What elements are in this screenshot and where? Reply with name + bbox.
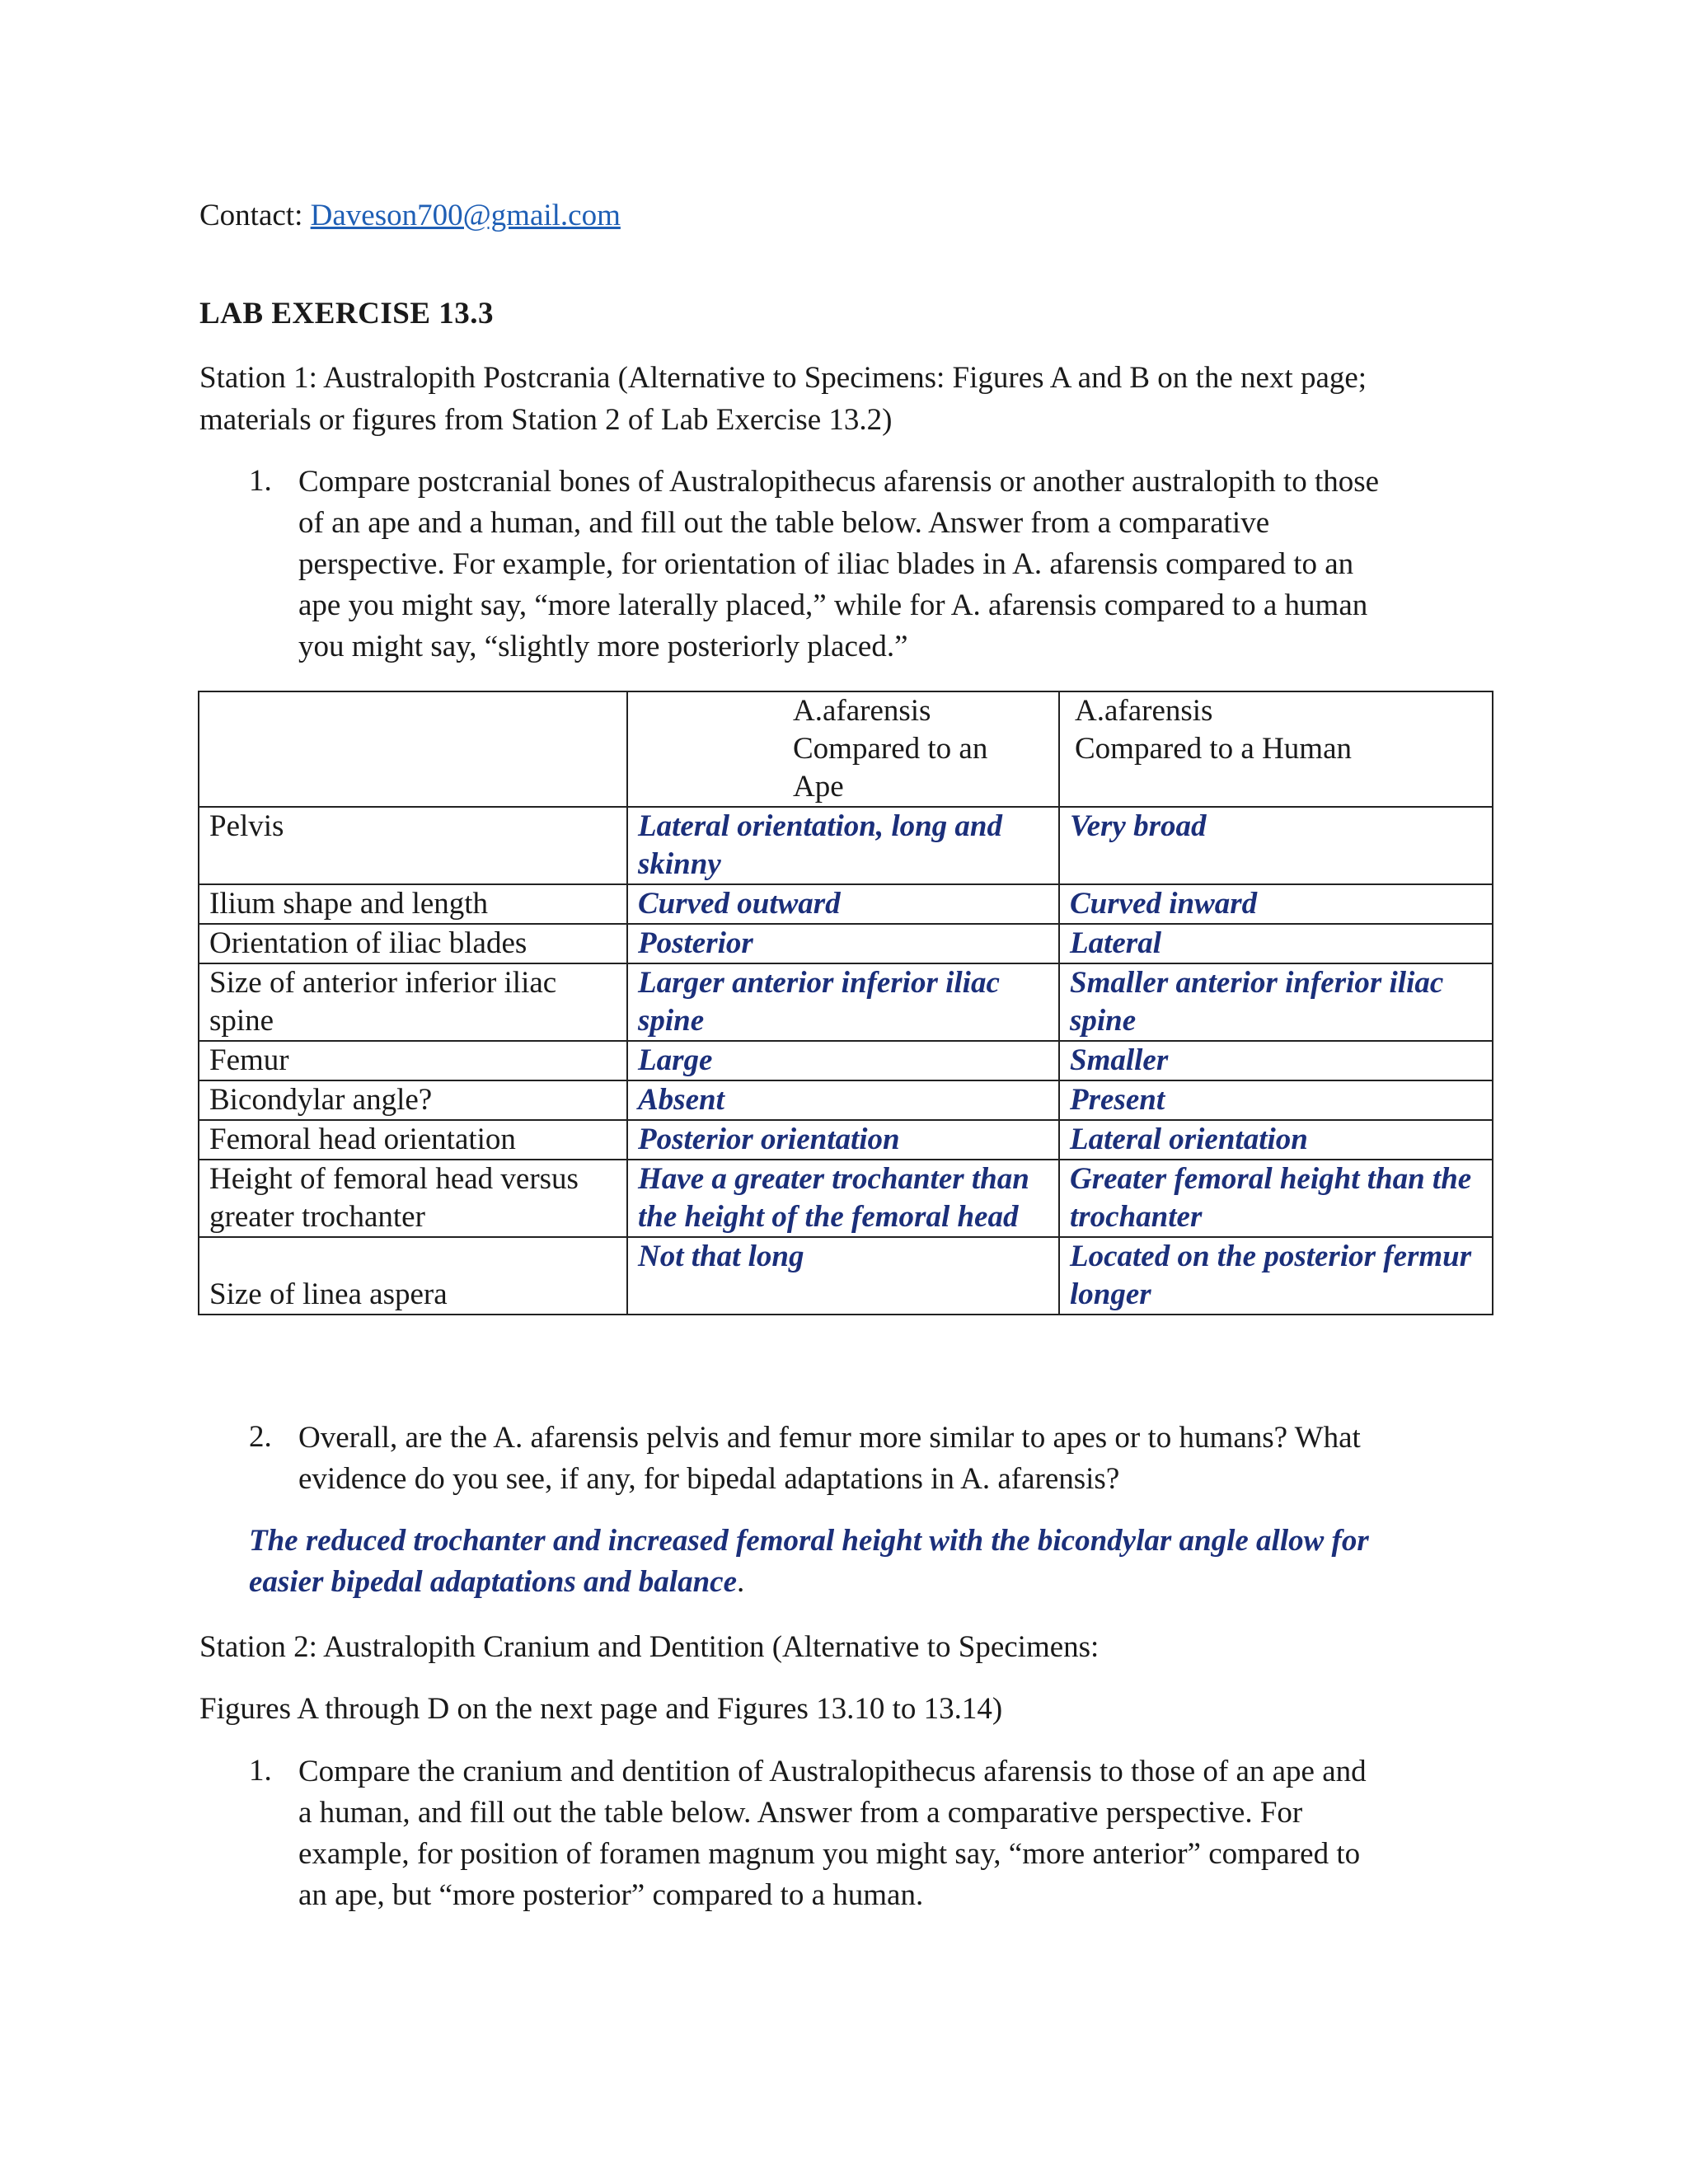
q1-text <box>298 462 1609 668</box>
station1-title <box>199 359 1485 440</box>
q3-number: 1. <box>249 1754 272 1788</box>
q3-line: a human, and fill out the table below. Answer from a comparative perspective. For <box>298 1796 1303 1830</box>
human-answer-cell: Smaller anterior inferior iliac spine <box>1059 963 1493 1041</box>
trait-cell: Bicondylar angle? <box>199 1080 627 1120</box>
lab-exercise-heading: LAB EXERCISE 13.3 <box>199 297 495 330</box>
ape-answer-cell: Curved outward <box>627 884 1059 924</box>
ape-answer-cell: Posterior orientation <box>627 1120 1059 1160</box>
table-row <box>199 1041 1493 1080</box>
header-empty-cell <box>199 691 627 807</box>
header-human-line: Compared to a Human <box>1075 732 1352 766</box>
q2-answer-line: easier bipedal adaptations and balance <box>249 1565 737 1599</box>
table-header-row <box>199 691 1493 807</box>
ape-answer-cell: Lateral orientation, long and skinny <box>627 807 1059 884</box>
trait-cell: Size of linea aspera <box>199 1237 627 1315</box>
q2-number: 2. <box>249 1420 272 1454</box>
human-answer-cell: Greater femoral height than the trochanter <box>1059 1160 1493 1237</box>
header-human-cell <box>1059 691 1493 807</box>
trait-cell: Height of femoral head versus greater trochanter <box>199 1160 627 1237</box>
human-answer-cell: Curved inward <box>1059 884 1493 924</box>
q2-answer-period: . <box>737 1565 745 1599</box>
q2-text <box>298 1418 1609 1500</box>
human-answer-cell: Lateral orientation <box>1059 1120 1493 1160</box>
q2-line: evidence do you see, if any, for bipedal adaptations in A. afarensis? <box>298 1462 1120 1496</box>
table-row <box>199 1080 1493 1120</box>
header-ape-line: A.afarensis <box>793 694 931 728</box>
ape-answer-cell: Absent <box>627 1080 1059 1120</box>
q1-line: perspective. For example, for orientation of iliac blades in A. afarensis compared to an <box>298 547 1354 581</box>
trait-cell: Orientation of iliac blades <box>199 924 627 963</box>
q3-line: an ape, but “more posterior” compared to a human. <box>298 1878 924 1912</box>
station2-line1: Station 2: Australopith Cranium and Dentition (Alternative to Specimens: <box>199 1630 1100 1664</box>
human-answer-cell: Smaller <box>1059 1041 1493 1080</box>
q1-line: Compare postcranial bones of Australopithecus afarensis or another australopith to those <box>298 465 1380 499</box>
trait-cell: Ilium shape and length <box>199 884 627 924</box>
ape-answer-cell: Posterior <box>627 924 1059 963</box>
table-row <box>199 884 1493 924</box>
q2-line: Overall, are the A. afarensis pelvis and femur more similar to apes or to humans? What <box>298 1421 1361 1455</box>
trait-cell: Pelvis <box>199 807 627 884</box>
contact-line <box>199 196 621 236</box>
table-row <box>199 924 1493 963</box>
q1-line: you might say, “slightly more posteriorly placed.” <box>298 630 908 663</box>
ape-answer-cell: Have a greater trochanter than the height of the femoral head <box>627 1160 1059 1237</box>
header-ape-line: Compared to an <box>793 732 988 766</box>
table-row <box>199 1160 1493 1237</box>
q1-line: ape you might say, “more laterally placed,” while for A. afarensis compared to a human <box>298 588 1368 622</box>
ape-answer-cell: Large <box>627 1041 1059 1080</box>
q2-answer <box>249 1521 1535 1603</box>
contact-label: Contact: <box>199 199 303 232</box>
contact-email-link[interactable]: Daveson700@gmail.com <box>310 199 621 232</box>
human-answer-cell: Very broad <box>1059 807 1493 884</box>
table-row <box>199 963 1493 1041</box>
table-row <box>199 1237 1493 1315</box>
human-answer-cell: Present <box>1059 1080 1493 1120</box>
station2-line2: Figures A through D on the next page and Figures 13.10 to 13.14) <box>199 1692 1003 1726</box>
station1-line2: materials or figures from Station 2 of Lab Exercise 13.2) <box>199 403 893 438</box>
trait-cell: Size of anterior inferior iliac spine <box>199 963 627 1041</box>
header-human-line: A.afarensis <box>1075 694 1213 728</box>
q2-answer-line: The reduced trochanter and increased femoral height with the bicondylar angle allow for <box>249 1524 1369 1558</box>
q2-answer-line-wrap <box>249 1562 1535 1603</box>
table-row <box>199 807 1493 884</box>
human-answer-cell: Lateral <box>1059 924 1493 963</box>
table-row <box>199 1120 1493 1160</box>
station1-line1: Station 1: Australopith Postcrania (Alternative to Specimens: Figures A and B on the next page; <box>199 361 1367 395</box>
header-ape-cell <box>627 691 1059 807</box>
comparison-table <box>198 691 1493 1315</box>
header-ape-line: Ape <box>793 770 844 804</box>
q1-number: 1. <box>249 464 272 498</box>
q3-line: Compare the cranium and dentition of Australopithecus afarensis to those of an ape and <box>298 1755 1367 1788</box>
ape-answer-cell: Larger anterior inferior iliac spine <box>627 963 1059 1041</box>
trait-cell: Femur <box>199 1041 627 1080</box>
ape-answer-cell: Not that long <box>627 1237 1059 1315</box>
trait-cell: Femoral head orientation <box>199 1120 627 1160</box>
q1-line: of an ape and a human, and fill out the table below. Answer from a comparative <box>298 506 1270 540</box>
q3-text <box>298 1751 1609 1916</box>
human-answer-cell: Located on the posterior fermur longer <box>1059 1237 1493 1315</box>
q3-line: example, for position of foramen magnum you might say, “more anterior” compared to <box>298 1837 1361 1871</box>
